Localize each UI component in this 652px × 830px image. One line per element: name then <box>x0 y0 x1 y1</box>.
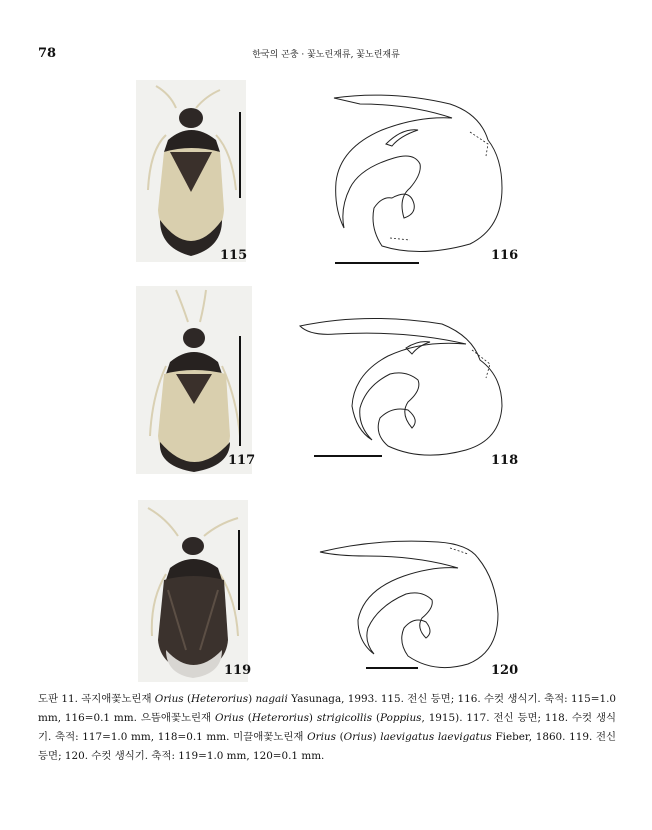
species-2-genus: Orius <box>215 712 244 724</box>
species-2-subgenus: Heterorius <box>251 712 309 724</box>
figure-label-120: 120 <box>491 663 519 678</box>
page-number: 78 <box>38 46 57 61</box>
species-1-subgenus: Heterorius <box>191 693 249 705</box>
plate-caption: 도판 11. 곡지애꽃노린재 Orius (Heterorius) nagaii Yasunaga, 1993. 115. 전신 등면; 116. 수컷 생식기. 축적: 115=1.0 mm, 116=0.1 mm. 으뜸애꽃노린재 Orius (Heterorius) strigicollis (Poppius, 1915). 117. 전신 등면; 118. 수컷 생식기. 축적: 117=1.0 mm, 118=0.1 mm. 미끌애꽃노린재 Orius (Orius) laevigatus laevigatus Fieber, 1860. 119. 전신 등면; 120. 수컷 생식기. 축적: 119=1.0 mm, 120=0.1 mm. <box>38 693 617 762</box>
species-1-scale: 축적: 115=1.0 mm, 116=0.1 mm. <box>38 693 617 724</box>
genitalia-drawing-118 <box>296 310 506 460</box>
insect-photo-119 <box>138 500 248 682</box>
scale-bar-116 <box>335 262 419 264</box>
running-header: 한국의 곤충 · 꽃노린재류, 꽃노린재류 <box>252 50 400 60</box>
species-3-genus: Orius <box>307 731 336 743</box>
species-2-korean-name: 으뜸애꽃노린재 <box>140 712 212 724</box>
species-1-genus: Orius <box>154 693 184 705</box>
species-3-subgenus: Orius <box>343 731 373 743</box>
species-1-description: 115. 전신 등면; 116. 수컷 생식기. <box>380 693 541 705</box>
species-3-description: 119. 전신 등면; 120. 수컷 생식기. <box>38 731 617 762</box>
species-1-author: Yasunaga, 1993. <box>291 693 378 705</box>
species-2-author: Poppius <box>380 712 422 724</box>
figure-label-115: 115 <box>220 248 248 263</box>
photo-117 <box>136 286 252 474</box>
insect-photo-117 <box>136 286 252 474</box>
species-2-epithet: strigicollis <box>316 712 373 724</box>
genitalia-drawing-120 <box>318 524 508 674</box>
scale-bar-115 <box>239 112 241 198</box>
scale-bar-120 <box>366 667 418 669</box>
scale-bar-117 <box>239 336 241 446</box>
plate-label: 도판 11. <box>38 693 78 705</box>
photo-119 <box>138 500 248 682</box>
species-2-scale: 축적: 117=1.0 mm, 118=0.1 mm. <box>55 731 230 743</box>
species-1-epithet: nagaii <box>255 693 288 705</box>
figure-label-118: 118 <box>491 453 519 468</box>
species-3-author: Fieber, 1860. <box>495 731 566 743</box>
genitalia-drawing-116 <box>330 88 520 258</box>
scale-bar-118 <box>314 455 382 457</box>
species-2-year: , 1915). <box>421 712 463 724</box>
figure-label-116: 116 <box>491 248 519 263</box>
species-3-korean-name: 미끌애꽃노린재 <box>233 731 304 743</box>
figure-label-119: 119 <box>224 663 252 678</box>
scale-bar-119 <box>238 530 240 610</box>
species-3-scale: 축적: 119=1.0 mm, 120=0.1 mm. <box>151 750 325 762</box>
species-3-epithet: laevigatus laevigatus <box>380 731 492 743</box>
species-1-korean-name: 곡지애꽃노린재 <box>81 693 152 705</box>
figure-label-117: 117 <box>228 453 256 468</box>
species-2-description: 117. 전신 등면; 118. 수컷 생식기. <box>38 712 617 743</box>
photo-115 <box>136 80 246 262</box>
insect-photo-115 <box>136 80 246 262</box>
